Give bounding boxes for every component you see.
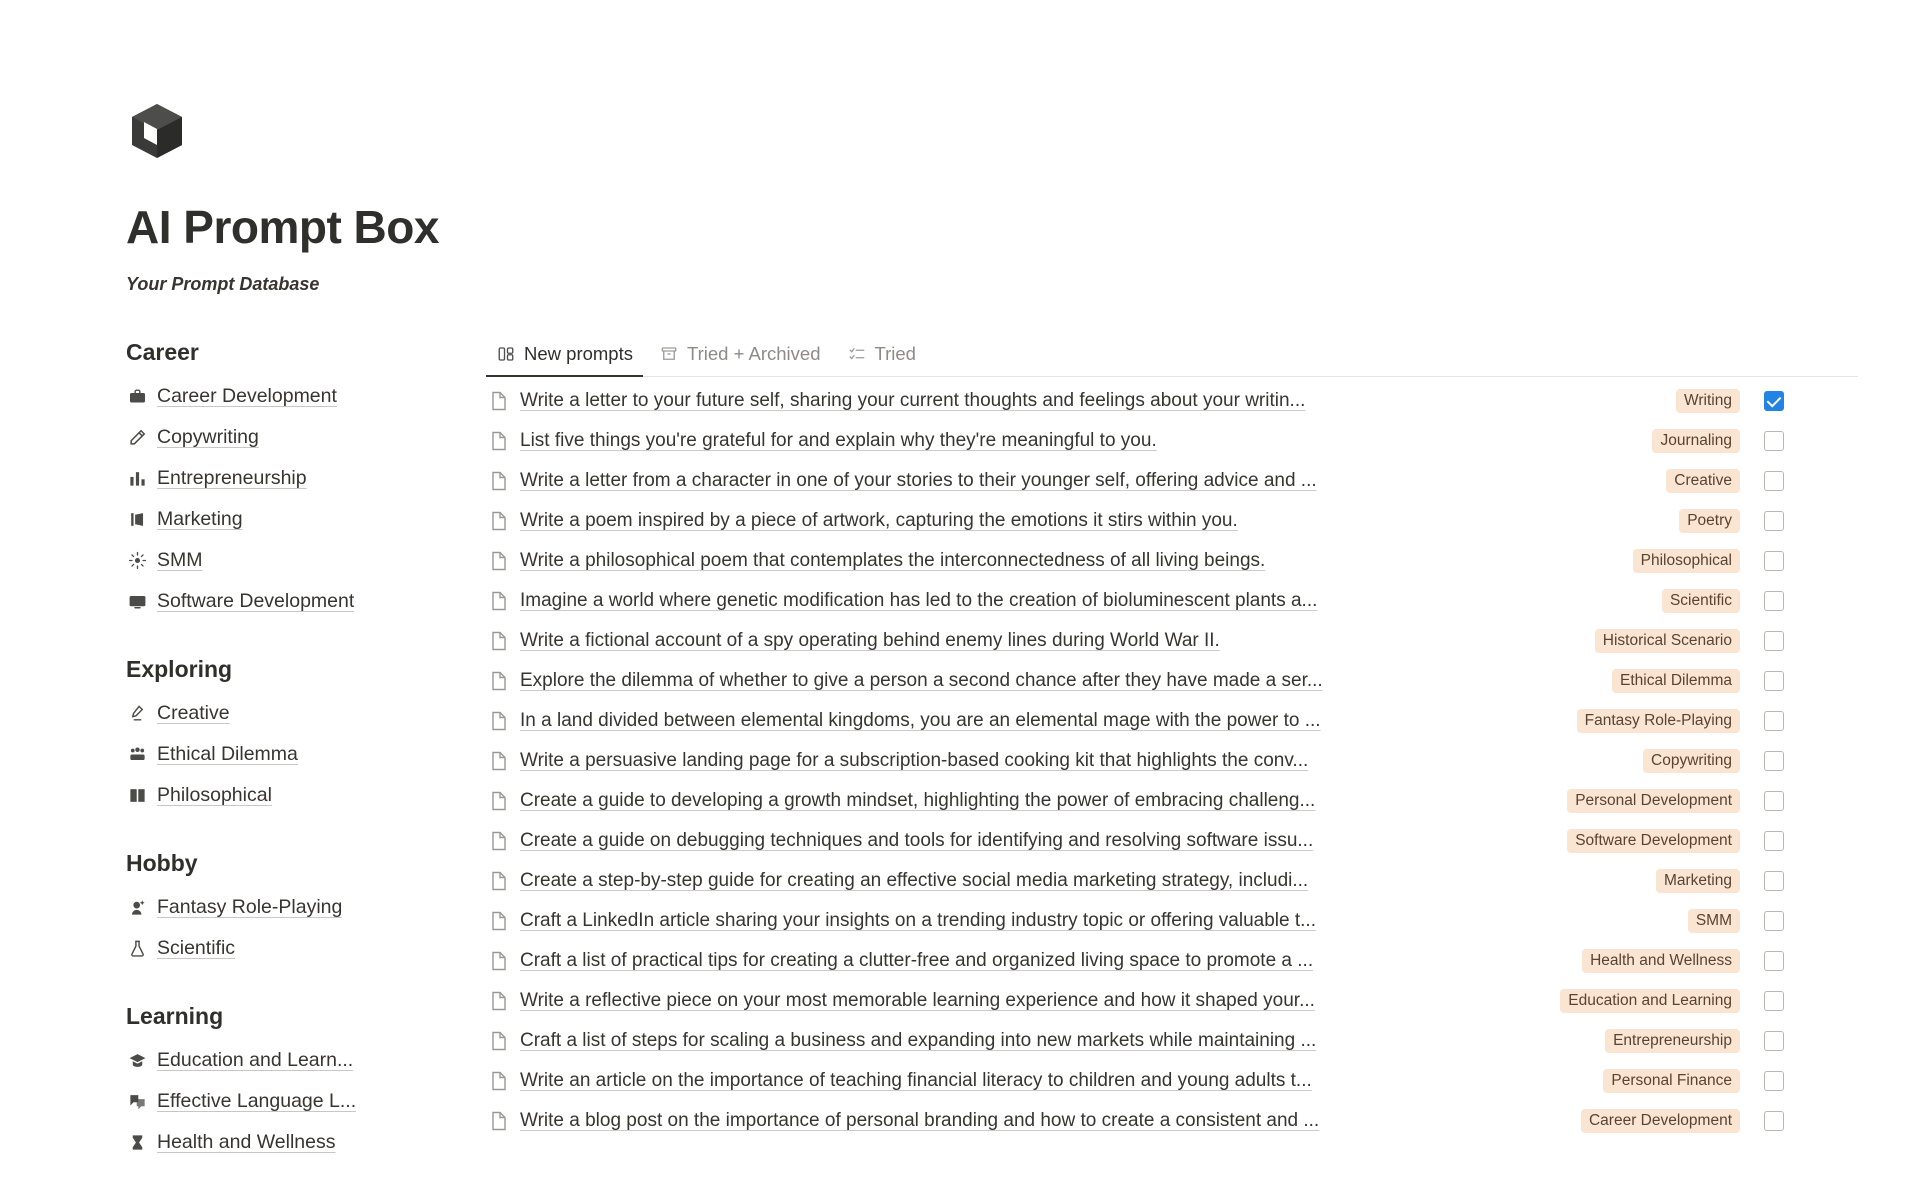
prompt-text[interactable]: Write a blog post on the importance of personal branding and how to create a consistent and ... [520,1110,1320,1131]
tab-label: New prompts [524,343,633,364]
prompt-text[interactable]: Write a reflective piece on your most memorable learning experience and how it shaped your... [520,990,1315,1011]
row-checkbox[interactable] [1764,511,1784,531]
page-header [0,0,1920,295]
row-checkbox[interactable] [1764,471,1784,491]
status-badge: Personal Finance [1603,1069,1740,1093]
table-row[interactable] [486,1021,1858,1061]
document-icon [488,631,510,651]
row-checkbox[interactable] [1764,1071,1784,1091]
document-icon [488,1031,510,1051]
row-checkbox[interactable] [1764,791,1784,811]
book-icon [126,785,148,807]
status-badge: Journaling [1652,429,1740,453]
document-icon [488,511,510,531]
status-badge: Education and Learning [1560,989,1740,1013]
table-row[interactable] [486,1101,1858,1141]
prompt-text[interactable]: List five things you're grateful for and explain why they're meaningful to you. [520,430,1157,451]
table-row[interactable] [486,821,1858,861]
prompt-text[interactable]: Write a letter from a character in one of your stories to their younger self, offering advice and ... [520,470,1317,491]
row-checkbox[interactable] [1764,671,1784,691]
sidebar-item-label: Career Development [157,385,337,407]
status-badge: Writing [1676,389,1740,413]
row-checkbox[interactable] [1764,1111,1784,1131]
sidebar-section-learning [126,1003,486,1163]
sidebar-item-philosophical[interactable] [126,775,486,816]
status-badge: Fantasy Role-Playing [1577,709,1740,733]
sidebar-item-smm[interactable] [126,540,486,581]
main-content [486,333,1920,1141]
row-checkbox[interactable] [1764,991,1784,1011]
status-badge: Personal Development [1567,789,1740,813]
language-icon [126,1091,148,1113]
status-badge: Creative [1666,469,1740,493]
document-icon [488,711,510,731]
row-checkbox[interactable] [1764,551,1784,571]
row-checkbox[interactable] [1764,751,1784,771]
sidebar-item-copywriting[interactable] [126,417,486,458]
chart-icon [126,468,148,490]
prompt-list [486,381,1858,1141]
row-checkbox[interactable] [1764,711,1784,731]
document-icon [488,831,510,851]
table-row[interactable] [486,581,1858,621]
tag-cell [1480,749,1740,773]
tag-cell [1480,389,1740,413]
row-checkbox[interactable] [1764,951,1784,971]
monitor-icon [126,591,148,613]
sidebar-section-hobby [126,850,486,969]
prompt-text[interactable]: In a land divided between elemental kingdoms, you are an elemental mage with the power to ... [520,710,1321,731]
table-row[interactable] [486,421,1858,461]
tag-cell [1480,1069,1740,1093]
pen-icon [126,427,148,449]
document-icon [488,591,510,611]
tag-cell [1480,869,1740,893]
table-row[interactable] [486,621,1858,661]
row-checkbox[interactable] [1764,1031,1784,1051]
briefcase-icon [126,386,148,408]
prompt-text[interactable]: Write a poem inspired by a piece of artwork, capturing the emotions it stirs within you. [520,510,1238,531]
prompt-text[interactable]: Write a persuasive landing page for a subscription-based cooking kit that highlights the conv... [520,750,1309,771]
sidebar-item-label: SMM [157,549,203,571]
row-checkbox[interactable] [1764,431,1784,451]
page-title: AI Prompt Box [126,201,439,253]
tag-cell [1480,589,1740,613]
sidebar-item-marketing[interactable] [126,499,486,540]
sidebar-item-scientific[interactable] [126,928,486,969]
sidebar-item-label: Fantasy Role-Playing [157,896,343,918]
tab-tried-archived[interactable] [649,337,831,376]
document-icon [488,671,510,691]
document-icon [488,751,510,771]
prompt-text[interactable]: Write a fictional account of a spy operating behind enemy lines during World War II. [520,630,1220,651]
row-checkbox[interactable] [1764,391,1784,411]
palette-icon [126,703,148,725]
prompt-text[interactable]: Create a guide on debugging techniques and tools for identifying and resolving software issu... [520,830,1314,851]
sidebar-item-health-and-wellness[interactable] [126,1122,486,1163]
layout-icon [496,344,516,364]
sidebar-item-label: Copywriting [157,426,259,448]
document-icon [488,871,510,891]
row-checkbox[interactable] [1764,631,1784,651]
tab-tried[interactable] [837,337,926,376]
document-icon [488,1111,510,1131]
megaphone-icon [126,509,148,531]
document-icon [488,911,510,931]
table-row[interactable] [486,941,1858,981]
table-row[interactable] [486,781,1858,821]
prompt-text[interactable]: Create a step-by-step guide for creating an effective social media marketing strategy, includi... [520,870,1309,891]
table-row[interactable] [486,381,1858,421]
table-row[interactable] [486,541,1858,581]
status-badge: Health and Wellness [1582,949,1740,973]
status-badge: Philosophical [1633,549,1740,573]
document-icon [488,431,510,451]
document-icon [488,991,510,1011]
tag-cell [1480,789,1740,813]
hourglass-icon [126,1132,148,1154]
tag-cell [1480,989,1740,1013]
prompt-text[interactable]: Write a philosophical poem that contemplates the interconnectedness of all living beings. [520,550,1266,571]
checklist-icon [847,344,867,364]
row-checkbox[interactable] [1764,911,1784,931]
tag-cell [1480,709,1740,733]
sparkle-icon [126,550,148,572]
sidebar-section-career [126,339,486,622]
tag-cell [1480,909,1740,933]
prompt-text[interactable]: Explore the dilemma of whether to give a person a second chance after they have made a ser... [520,670,1323,691]
sidebar-section-title: Exploring [126,656,233,682]
sidebar-item-label: Creative [157,702,230,724]
sidebar-item-entrepreneurship[interactable] [126,458,486,499]
prompt-text[interactable]: Create a guide to developing a growth mindset, highlighting the power of embracing challeng... [520,790,1316,811]
sidebar-section-title: Learning [126,1003,224,1029]
sidebar-item-label: Effective Language L... [157,1090,357,1112]
sidebar-item-creative[interactable] [126,693,486,734]
page-subtitle: Your Prompt Database [126,274,320,294]
status-badge: Historical Scenario [1595,629,1740,653]
sidebar-item-label: Health and Wellness [157,1131,336,1153]
status-badge: Ethical Dilemma [1612,669,1740,693]
prompt-text[interactable]: Craft a list of steps for scaling a business and expanding into new markets while maintaining ... [520,1030,1317,1051]
document-icon [488,551,510,571]
tag-cell [1480,629,1740,653]
tag-cell [1480,469,1740,493]
prompt-text[interactable]: Write an article on the importance of teaching financial literacy to children and young adults t... [520,1070,1312,1091]
archive-icon [659,344,679,364]
page-body [0,333,1920,1163]
cube-logo-icon [126,100,188,162]
table-row[interactable] [486,901,1858,941]
status-badge: SMM [1688,909,1740,933]
prompt-text[interactable]: Craft a LinkedIn article sharing your insights on a trending industry topic or offering valuable t... [520,910,1316,931]
status-badge: Scientific [1662,589,1740,613]
row-checkbox[interactable] [1764,871,1784,891]
status-badge: Marketing [1656,869,1740,893]
prompt-text[interactable]: Craft a list of practical tips for creating a clutter-free and organized living space to promote a ... [520,950,1314,971]
table-row[interactable] [486,981,1858,1021]
table-row[interactable] [486,661,1858,701]
sidebar-item-label: Ethical Dilemma [157,743,298,765]
tag-cell [1480,429,1740,453]
sidebar-item-label: Software Development [157,590,355,612]
document-icon [488,791,510,811]
sidebar-item-software-development[interactable] [126,581,486,622]
row-checkbox[interactable] [1764,591,1784,611]
document-icon [488,391,510,411]
tag-cell [1480,669,1740,693]
table-row[interactable] [486,501,1858,541]
sidebar-item-education-and-learning[interactable] [126,1040,486,1081]
sidebar-section-exploring [126,656,486,816]
sidebar-section-title: Career [126,339,199,365]
tab-new-prompts[interactable] [486,337,643,376]
tab-bar [486,337,1858,377]
status-badge: Career Development [1581,1109,1740,1133]
document-icon [488,951,510,971]
tag-cell [1480,1109,1740,1133]
sidebar-item-label: Scientific [157,937,236,959]
tag-cell [1480,509,1740,533]
prompt-text[interactable]: Imagine a world where genetic modification has led to the creation of bioluminescent plants a... [520,590,1318,611]
document-icon [488,1071,510,1091]
row-checkbox[interactable] [1764,831,1784,851]
sidebar-item-label: Education and Learn... [157,1049,354,1071]
table-row[interactable] [486,861,1858,901]
flask-icon [126,938,148,960]
tag-cell [1480,1029,1740,1053]
table-row[interactable] [486,741,1858,781]
sidebar-item-label: Marketing [157,508,243,530]
document-icon [488,471,510,491]
sidebar-section-title: Hobby [126,850,198,876]
tab-label: Tried + Archived [686,343,821,364]
sidebar-item-fantasy-role-playing[interactable] [126,887,486,928]
sidebar [126,333,486,1163]
table-row[interactable] [486,701,1858,741]
tag-cell [1480,829,1740,853]
sidebar-item-label: Entrepreneurship [157,467,307,489]
table-row[interactable] [486,461,1858,501]
status-badge: Poetry [1679,509,1740,533]
graduation-icon [126,1050,148,1072]
sidebar-item-career-development[interactable] [126,376,486,417]
tag-cell [1480,549,1740,573]
status-badge: Software Development [1567,829,1740,853]
prompt-text[interactable]: Write a letter to your future self, sharing your current thoughts and feelings about your writin... [520,390,1306,411]
table-row[interactable] [486,1061,1858,1101]
tag-cell [1480,949,1740,973]
status-badge: Copywriting [1643,749,1740,773]
sidebar-item-label: Philosophical [157,784,272,806]
balance-icon [126,744,148,766]
status-badge: Entrepreneurship [1605,1029,1740,1053]
sidebar-item-effective-language-learning[interactable] [126,1081,486,1122]
tab-label: Tried [874,343,916,364]
sidebar-item-ethical-dilemma[interactable] [126,734,486,775]
wizard-icon [126,897,148,919]
